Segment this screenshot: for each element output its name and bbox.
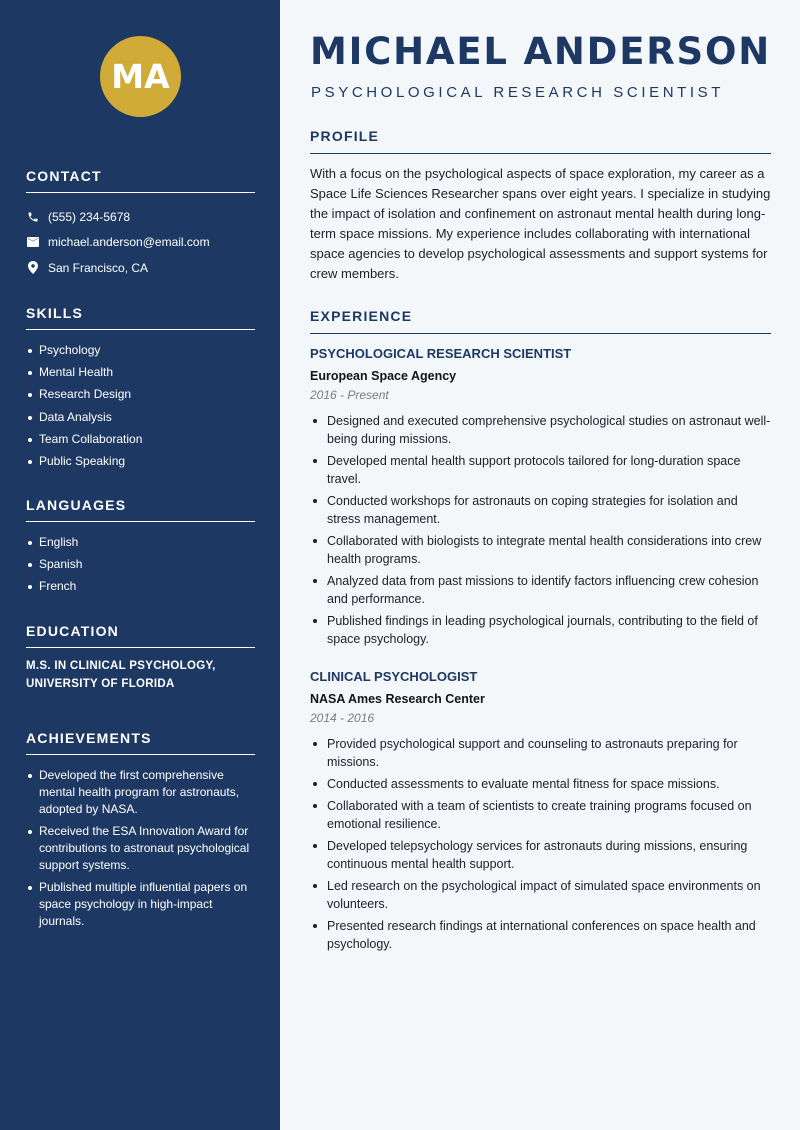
- candidate-title: PSYCHOLOGICAL RESEARCH SCIENTIST: [311, 84, 725, 101]
- job-bullet: Developed mental health support protocols tailored for long-duration space travel.: [310, 452, 772, 488]
- achievements-section: [26, 730, 255, 935]
- sidebar: [0, 0, 280, 1130]
- language-item: Spanish: [26, 556, 255, 573]
- contact-email: [26, 230, 255, 256]
- profile-heading: PROFILE: [310, 128, 771, 154]
- profile-text: With a focus on the psychological aspects of space exploration, my career as a Space Life Sciences Researcher spans over eight years. I specialize in studying the impact of isolation and confinement on astronaut mental health during long-term space missions. My experience includes collaborating with international space agencies to develop psychological assessments and support systems for crew members.: [310, 166, 771, 281]
- skill-item: Data Analysis: [26, 409, 255, 426]
- achievement-item: Published multiple influential papers on space psychology in high-impact journals.: [26, 879, 255, 930]
- job-bullet: Led research on the psychological impact of simulated space environments on volunteers.: [310, 877, 772, 913]
- language-item: French: [26, 578, 255, 595]
- job-bullet: Analyzed data from past missions to identify factors influencing crew cohesion and performance.: [310, 572, 772, 608]
- languages-section: [26, 497, 255, 601]
- skill-item: Team Collaboration: [26, 431, 255, 448]
- skills-heading: SKILLS: [26, 305, 255, 330]
- job-entry: [310, 669, 772, 957]
- job-entry: [310, 346, 772, 652]
- job-bullet: Provided psychological support and counseling to astronauts preparing for missions.: [310, 735, 772, 771]
- email-icon: [26, 236, 39, 249]
- languages-heading: LANGUAGES: [26, 497, 255, 522]
- skills-section: [26, 305, 255, 475]
- skill-item: Psychology: [26, 342, 255, 359]
- job-bullet: Published findings in leading psychological journals, contributing to the field of space psychology.: [310, 612, 772, 648]
- achievement-item: Developed the first comprehensive mental health program for astronauts, adopted by NASA.: [26, 767, 255, 818]
- achievements-list: [26, 767, 255, 930]
- education-degree: M.S. IN CLINICAL PSYCHOLOGY, UNIVERSITY OF FLORIDA: [26, 660, 216, 690]
- skill-item: Public Speaking: [26, 453, 255, 470]
- contact-location-text: San Francisco, CA: [48, 260, 149, 275]
- job-bullets: [310, 412, 772, 648]
- languages-list: [26, 534, 255, 595]
- job-bullet: Presented research findings at international conferences on space health and psychology.: [310, 917, 772, 953]
- achievements-heading: ACHIEVEMENTS: [26, 730, 255, 755]
- phone-icon: [26, 210, 39, 223]
- job-company: European Space Agency: [310, 369, 457, 383]
- job-bullet: Designed and executed comprehensive psychological studies on astronaut well-being during missions.: [310, 412, 772, 448]
- avatar-initials: MA: [111, 57, 170, 96]
- contact-phone: [26, 204, 255, 230]
- job-company: NASA Ames Research Center: [310, 692, 485, 706]
- main-content: [280, 0, 800, 1130]
- education-heading: EDUCATION: [26, 623, 255, 648]
- contact-section: [26, 168, 255, 281]
- experience-heading: EXPERIENCE: [310, 308, 771, 334]
- job-bullets: [310, 735, 772, 953]
- job-bullet: Conducted workshops for astronauts on coping strategies for isolation and stress management.: [310, 492, 772, 528]
- language-item: English: [26, 534, 255, 551]
- achievement-item: Received the ESA Innovation Award for contributions to astronaut psychological support systems.: [26, 823, 255, 874]
- skills-list: [26, 342, 255, 470]
- contact-phone-text: (555) 234-5678: [48, 209, 131, 224]
- candidate-name: MICHAEL ANDERSON: [310, 30, 772, 73]
- job-bullet: Developed telepsychology services for astronauts during missions, ensuring continuous mental health support.: [310, 837, 772, 873]
- job-bullet: Collaborated with a team of scientists to create training programs focused on emotional resilience.: [310, 797, 772, 833]
- job-title: PSYCHOLOGICAL RESEARCH SCIENTIST: [310, 346, 572, 361]
- job-dates: 2016 - Present: [310, 388, 389, 402]
- job-title: CLINICAL PSYCHOLOGIST: [310, 669, 478, 684]
- contact-heading: CONTACT: [26, 168, 255, 193]
- job-bullet: Conducted assessments to evaluate mental fitness for space missions.: [310, 775, 772, 793]
- job-dates: 2014 - 2016: [310, 711, 375, 725]
- skill-item: Mental Health: [26, 364, 255, 381]
- job-bullet: Collaborated with biologists to integrate mental health considerations into crew health programs.: [310, 532, 772, 568]
- contact-list: [26, 204, 255, 281]
- education-section: [26, 623, 255, 693]
- contact-email-text: michael.anderson@email.com: [48, 235, 210, 250]
- skill-item: Research Design: [26, 386, 255, 403]
- contact-location: [26, 255, 255, 281]
- avatar: [100, 36, 181, 117]
- location-pin-icon: [26, 261, 39, 274]
